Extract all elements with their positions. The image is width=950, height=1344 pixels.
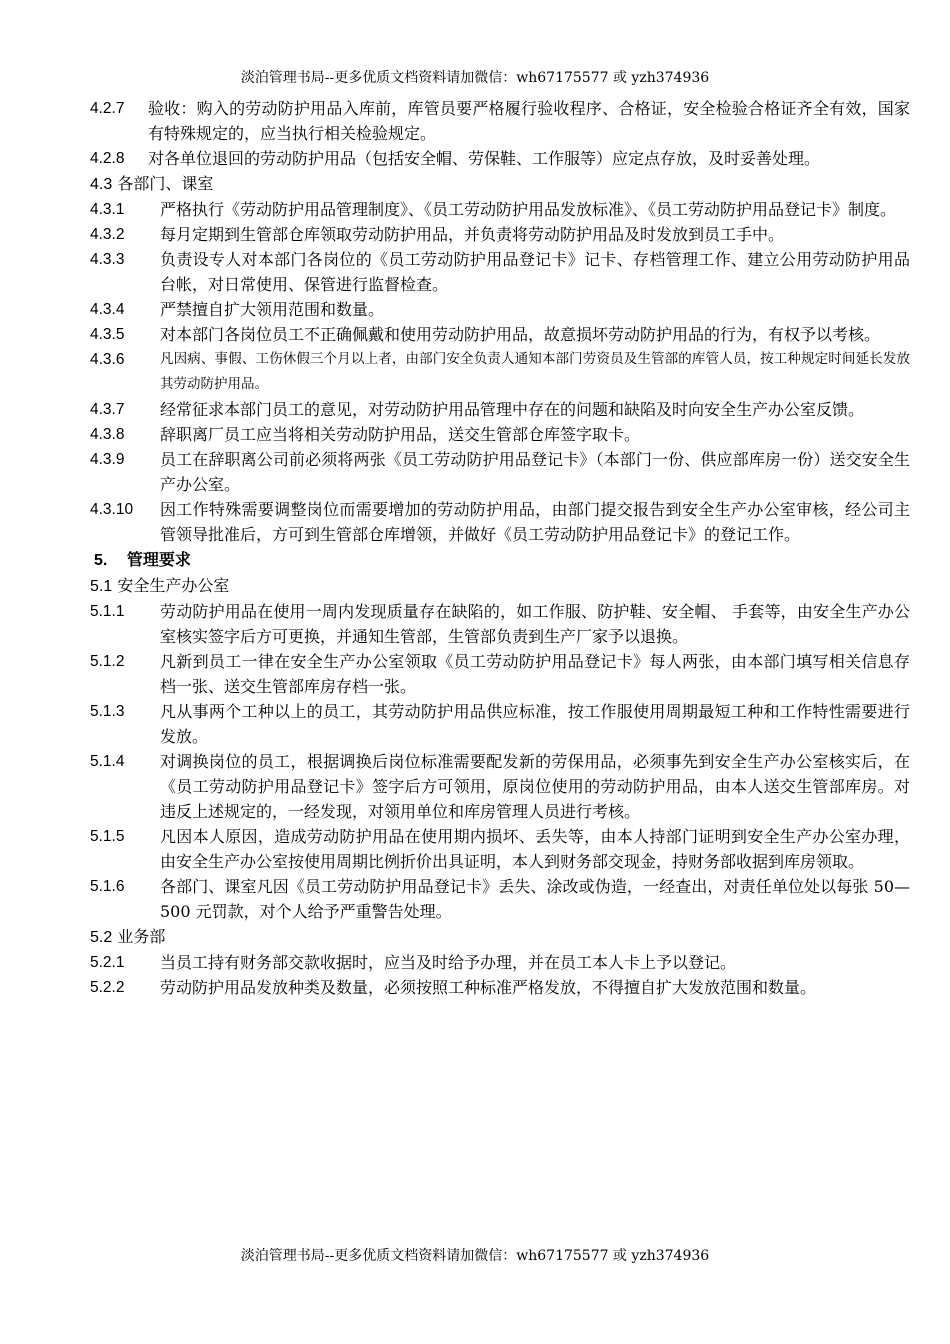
clause-5-1-5	[90, 824, 910, 874]
clause-text: 严格执行《劳动防护用品管理制度》、《员工劳动防护用品发放标准》、《员工劳动防护用品登记卡》制度。	[160, 200, 897, 219]
clause-text: 对各单位退回的劳动防护用品（包括安全帽、劳保鞋、工作服等）应定点存放，及时妥善处理。	[148, 149, 821, 168]
clause-number: 4.3.9	[90, 451, 125, 468]
clause-4-3-4	[90, 297, 910, 322]
section-title: 安全生产办公室	[117, 576, 230, 595]
clause-text: 因工作特殊需要调整岗位而需要增加的劳动防护用品，由部门提交报告到安全生产办公室审核，经公司主管领导批准后，方可到生管部仓库增领，并做好《员工劳动防护用品登记卡》的登记工作。	[160, 500, 910, 544]
clause-4-2-8	[90, 146, 910, 171]
clause-4-3-3	[90, 247, 910, 297]
clause-text: 验收：购入的劳动防护用品入库前，库管员要严格履行验收程序、合格证，安全检验合格证齐全有效，国家有特殊规定的，应当执行相关检验规定。	[148, 99, 910, 143]
clause-4-3-10	[90, 497, 910, 547]
clause-5-2-1	[90, 950, 910, 975]
clause-number: 4.3.7	[90, 401, 125, 418]
clause-number: 4.3.1	[90, 201, 125, 218]
section-title: 业务部	[117, 927, 166, 946]
clause-4-2-7	[90, 96, 910, 146]
clause-text: 每月定期到生管部仓库领取劳动防护用品，并负责将劳动防护用品及时发放到员工手中。	[160, 225, 785, 244]
clause-4-3-6	[90, 347, 910, 397]
clause-text: 对调换岗位的员工，根据调换后岗位标准需要配发新的劳保用品，必须事先到安全生产办公室核实后，在《员工劳动防护用品登记卡》签字后方可领用，原岗位使用的劳动防护用品，由本人送交生管部库房。对违反上述规定的，一经发现，对领用单位和库房管理人员进行考核。	[160, 752, 910, 821]
clause-number: 5.1.1	[90, 603, 125, 620]
clause-number: 5.1.2	[90, 653, 125, 670]
clause-5-1-1	[90, 599, 910, 649]
clause-text: 凡因病、事假、工伤休假三个月以上者，由部门安全负责人通知本部门劳资员及生管部的库管人员，按工种规定时间延长发放其劳动防护用品。	[160, 351, 910, 392]
clause-number: 5.1.5	[90, 828, 125, 845]
clause-5-1-3	[90, 699, 910, 749]
clause-number: 4.2.7	[90, 100, 125, 117]
page-footer: 淡泊管理书局--更多优质文档资料请加微信：wh67175577 或 yzh374936	[240, 1248, 710, 1264]
clause-number: 5.2.2	[90, 979, 125, 996]
section-number: 5.1	[90, 578, 113, 595]
clause-5-1-6	[90, 874, 910, 924]
clause-text: 凡因本人原因，造成劳动防护用品在使用期内损坏、丢失等，由本人持部门证明到安全生产办公室办理，由安全生产办公室按使用周期比例折价出具证明，本人到财务部交现金，持财务部收据到库房领取。	[160, 827, 910, 871]
section-4-3-heading	[90, 171, 910, 197]
section-title: 各部门、课室	[117, 174, 214, 193]
clause-4-3-7	[90, 397, 910, 422]
section-title: 管理要求	[126, 550, 191, 569]
clause-number: 4.3.4	[90, 301, 125, 318]
section-5-1-heading	[90, 573, 910, 599]
clause-text: 经常征求本部门员工的意见，对劳动防护用品管理中存在的问题和缺陷及时向安全生产办公室反馈。	[160, 400, 865, 419]
clause-number: 5.2.1	[90, 954, 125, 971]
clause-text: 凡从事两个工种以上的员工，其劳动防护用品供应标准，按工作服使用周期最短工种和工作特性需要进行发放。	[160, 702, 910, 746]
clause-number: 4.3.5	[90, 326, 125, 343]
section-5-2-heading	[90, 924, 910, 950]
clause-text: 凡新到员工一律在安全生产办公室领取《员工劳动防护用品登记卡》每人两张，由本部门填写相关信息存档一张、送交生管部库房存档一张。	[160, 652, 910, 696]
clause-number: 4.3.3	[90, 251, 125, 268]
clause-number: 4.3.8	[90, 426, 125, 443]
clause-text: 严禁擅自扩大领用范围和数量。	[160, 300, 385, 319]
clause-4-3-2	[90, 222, 910, 247]
clause-text: 员工在辞职离公司前必须将两张《员工劳动防护用品登记卡》（本部门一份、供应部库房一份）送交安全生产办公室。	[160, 450, 910, 494]
clause-text: 负责设专人对本部门各岗位的《员工劳动防护用品登记卡》记卡、存档管理工作、建立公用劳动防护用品台帐，对日常使用、保管进行监督检查。	[160, 250, 910, 294]
page-header: 淡泊管理书局--更多优质文档资料请加微信：wh67175577 或 yzh374936	[240, 70, 710, 86]
clause-number: 5.1.6	[90, 878, 125, 895]
clause-text: 各部门、课室凡因《员工劳动防护用品登记卡》丢失、涂改或伪造，一经查出，对责任单位处以每张 50—500 元罚款，对个人给予严重警告处理。	[160, 877, 910, 921]
clause-number: 5.1.3	[90, 703, 125, 720]
section-number: 4.3	[90, 176, 113, 193]
clause-5-1-2	[90, 649, 910, 699]
clause-4-3-1	[90, 197, 910, 222]
clause-4-3-8	[90, 422, 910, 447]
section-5-heading	[90, 547, 910, 573]
clause-number: 5.1.4	[90, 753, 125, 770]
clause-5-2-2	[90, 975, 910, 1000]
clause-number: 4.3.10	[90, 501, 134, 518]
document-body	[90, 96, 910, 1000]
clause-number: 4.3.6	[90, 351, 125, 368]
clause-4-3-9	[90, 447, 910, 497]
clause-number: 4.2.8	[90, 150, 125, 167]
clause-text: 劳动防护用品发放种类及数量，必须按照工种标准严格发放，不得擅自扩大发放范围和数量。	[160, 978, 817, 997]
clause-5-1-4	[90, 749, 910, 824]
clause-text: 对本部门各岗位员工不正确佩戴和使用劳动防护用品，故意损坏劳动防护用品的行为，有权予以考核。	[160, 325, 881, 344]
section-number: 5.	[94, 552, 108, 569]
clause-number: 4.3.2	[90, 226, 125, 243]
clause-text: 劳动防护用品在使用一周内发现质量存在缺陷的，如工作服、防护鞋、安全帽、 手套等，由安全生产办公室核实签字后方可更换，并通知生管部，生管部负责到生产厂家予以退换。	[160, 602, 910, 646]
clause-text: 当员工持有财务部交款收据时，应当及时给予办理，并在员工本人卡上予以登记。	[160, 953, 737, 972]
clause-text: 辞职离厂员工应当将相关劳动防护用品，送交生管部仓库签字取卡。	[160, 425, 641, 444]
section-number: 5.2	[90, 929, 113, 946]
clause-4-3-5	[90, 322, 910, 347]
